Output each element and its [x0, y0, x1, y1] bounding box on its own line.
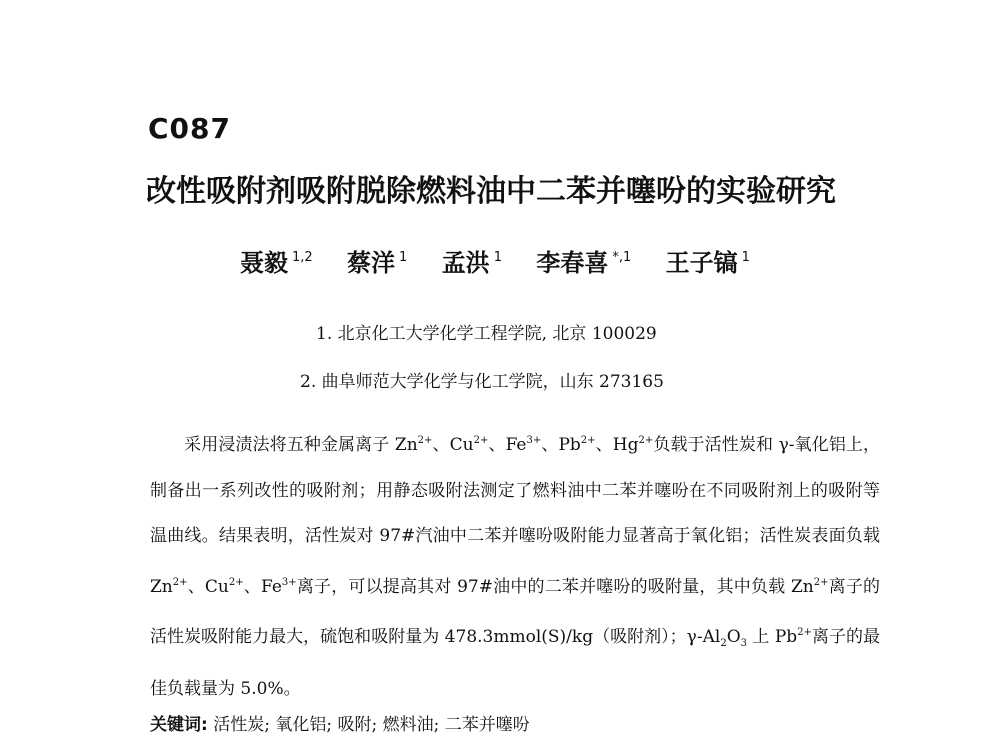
keywords-label: 关键词:	[150, 715, 208, 735]
author-affiliation-mark: *,1	[612, 250, 632, 265]
author-name: 李春喜	[536, 249, 609, 277]
author-affiliation-mark: 1,2	[292, 250, 313, 265]
author-name: 蔡洋	[347, 249, 396, 277]
paper-code: C087	[148, 112, 231, 145]
author-name: 聂毅	[240, 249, 288, 277]
abstract: 采用浸渍法将五种金属离子 $Zn^{2+}$、$Cu^{2+}$、$Fe^{3+}$、$Pb^{2+}$、$Hg^{2+}$负载于活性炭和 γ-氧化铝上，制备出一系列改性的吸附剂；用静态吸附法测定了燃料油中二苯并噻吩在不同吸附剂上的吸附等温曲线。结果表明，活性炭对 97#汽油中二苯并噻吩吸附能力显著高于氧化铝；活性炭表面负载 $Zn^{2+}$、$Cu^{2+}$、$Fe^{3+}$离子，可以提高其对 97#油中的二苯并噻吩的吸附量，其中负载 $Zn^{2+}$离子的活性炭吸附能力最大，硫饱和吸附量为 478.3mmol(S)/kg（吸附剂）；$\gamma-Al_2O_3$ 上 $Pb^{2+}$离子的最佳负载量为 5.0%。	[150, 435, 881, 699]
affiliation-2: 2. 曲阜师范大学化学与化工学院，山东 273165	[300, 372, 664, 392]
author	[240, 243, 313, 278]
keywords	[150, 710, 530, 735]
author-name: 王子镐	[665, 249, 738, 277]
author-name: 孟洪	[441, 249, 490, 277]
author	[536, 243, 631, 278]
author-affiliation-mark: 1	[741, 250, 750, 265]
author-affiliation-mark: 1	[493, 250, 502, 265]
author-list	[240, 243, 776, 278]
paper-title: 改性吸附剂吸附脱除燃料油中二苯并噻吩的实验研究	[146, 174, 836, 209]
keywords-text: 活性炭; 氧化铝; 吸附; 燃料油; 二苯并噻吩	[207, 715, 530, 735]
author	[442, 243, 502, 278]
author	[666, 243, 750, 278]
author	[347, 243, 407, 278]
affiliation-1: 1. 北京化工大学化学工程学院, 北京 100029	[316, 324, 657, 344]
author-affiliation-mark: 1	[399, 250, 408, 265]
